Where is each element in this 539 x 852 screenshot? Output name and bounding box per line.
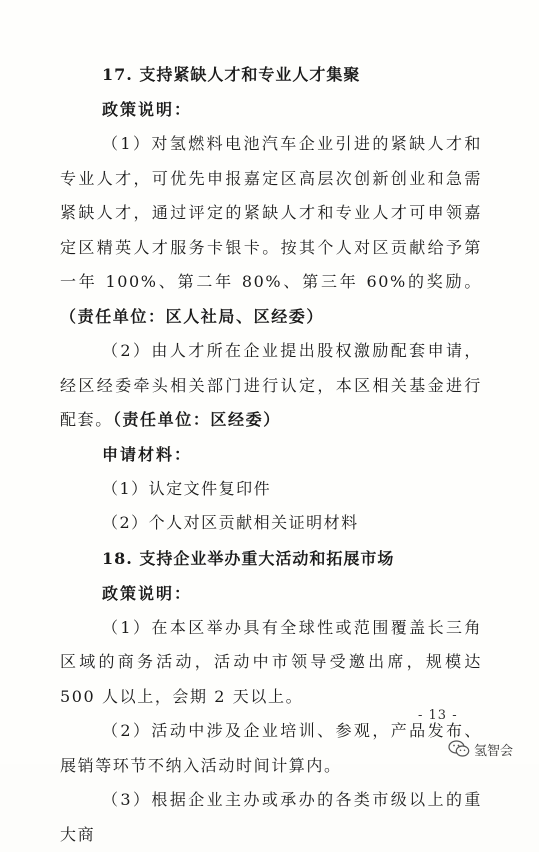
material-item: （2）个人对区贡献相关证明材料 (102, 512, 359, 532)
section-18-paragraph-1: （1）在本区举办具有全球性或范围覆盖长三角区域的商务活动，活动中市领导受邀出席，规模达 500 人以上，会期 2 天以上。 (60, 617, 482, 706)
section-17-paragraph-1 (60, 127, 482, 334)
watermark-text: 氢智会 (474, 743, 514, 759)
page-number: - 13 - (418, 708, 458, 723)
section-18-heading: 18. 支持企业举办重大活动和拓展市场 (102, 548, 395, 568)
section-17-paragraph-1-text: （1）对氢燃料电池汽车企业引进的紧缺人才和专业人才，可优先申报嘉定区高层次创新创业和急需紧缺人才，通过评定的紧缺人才和专业人才可申领嘉定区精英人才服务卡银卡。按其个人对区贡献给予第一年 100%、第二年 80%、第三年 60%的奖励。 (60, 134, 482, 291)
section-17-paragraph-2-text: （2）由人才所在企业提出股权激励配套申请，经区经委牵头相关部门进行认定，本区相关基金进行配套。 (60, 341, 482, 429)
material-item: （1）认定文件复印件 (102, 478, 272, 498)
section-18-policy-label: 政策说明： (102, 583, 193, 603)
wechat-icon (448, 740, 470, 758)
section-17-paragraph-1-responsible: （责任单位：区人社局、区经委） (60, 306, 325, 326)
section-17-paragraph-2 (60, 334, 482, 438)
section-17-policy-label: 政策说明： (102, 100, 193, 119)
wechat-watermark (448, 738, 513, 760)
document-body (60, 56, 482, 852)
section-18-paragraph-3: （3）根据企业主办或承办的各类市级以上的重大商 (60, 790, 482, 844)
section-17-materials-label: 申请材料： (102, 444, 193, 464)
section-17-heading: 17. 支持紧缺人才和专业人才集聚 (102, 65, 361, 84)
section-17-paragraph-2-responsible: （责任单位：区经委） (112, 410, 281, 429)
section-18-paragraph-2: （2）活动中涉及企业培训、参观，产品发布、展销等环节不纳入活动时间计算内。 (60, 721, 482, 775)
